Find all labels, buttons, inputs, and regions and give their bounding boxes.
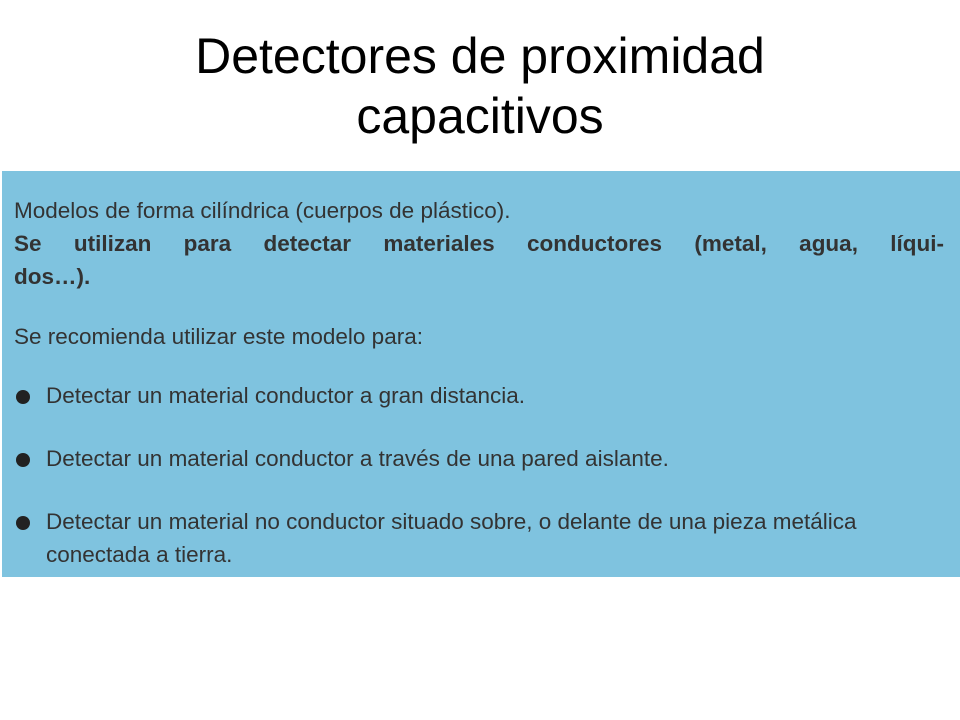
list-item-text: Detectar un material conductor a través de una pared aislante. — [46, 446, 669, 471]
bullet-icon — [16, 516, 30, 530]
panel-text — [14, 194, 944, 601]
bullet-icon — [16, 453, 30, 467]
bold-statement — [14, 227, 944, 293]
lead-text: Se recomienda utilizar este modelo para: — [14, 324, 423, 349]
list-item-text: Detectar un material no conductor situado sobre, o delante de una pieza metálica conectada a tierra. — [46, 509, 857, 567]
list-item — [14, 442, 944, 475]
intro-text: Modelos de forma cilíndrica (cuerpos de plástico). — [14, 198, 511, 223]
bold-statement-line-2: dos…). — [14, 264, 91, 289]
bullet-icon — [16, 390, 30, 404]
list-item — [14, 379, 944, 412]
bullet-list — [14, 379, 944, 571]
content-panel — [0, 171, 960, 577]
list-item-text: Detectar un material conductor a gran distancia. — [46, 383, 526, 408]
slide-title — [0, 26, 960, 146]
slide-title-line-2: capacitivos — [356, 88, 604, 144]
spacer — [14, 293, 944, 320]
bold-statement-line-1: Se utilizan para detectar materiales conductores (metal, agua, líqui- — [14, 231, 944, 256]
list-item — [14, 505, 944, 571]
slide-title-line-1: Detectores de proximidad — [195, 28, 765, 84]
